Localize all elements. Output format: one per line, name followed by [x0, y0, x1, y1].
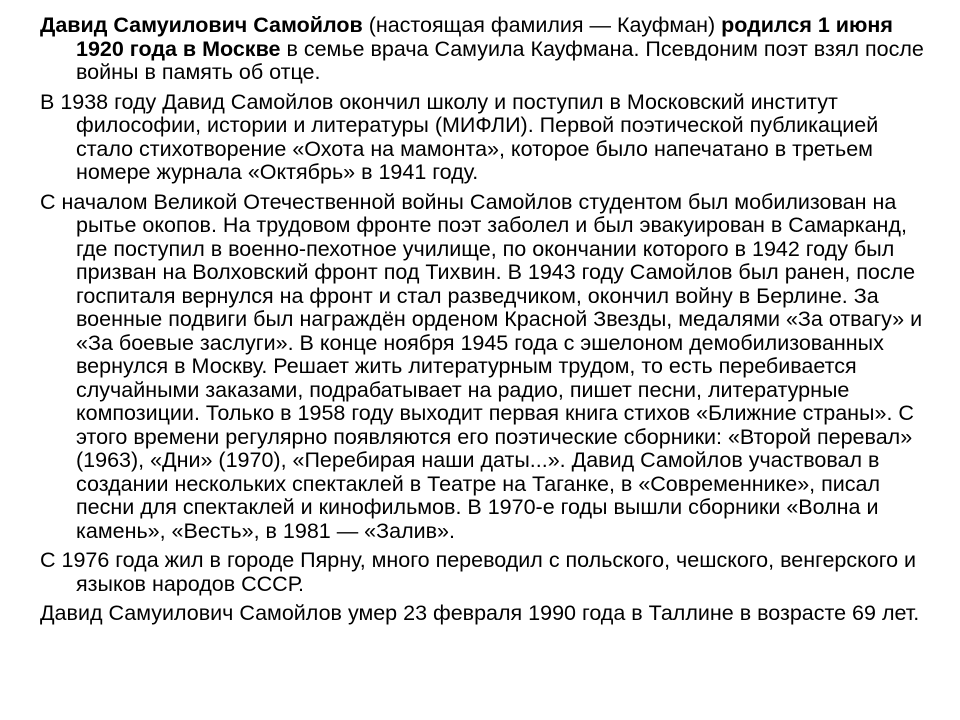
real-surname-note: (настоящая фамилия — Кауфман) [362, 13, 722, 37]
paragraph-death: Давид Самуилович Самойлов умер 23 февраля 1990 года в Таллине в возрасте 69 лет. [40, 601, 920, 625]
birth-paragraph-rest: в семье врача Самуила Кауфмана. Псевдоним поэт взял после войны в память об отце. [76, 36, 924, 84]
paragraph-birth [40, 14, 935, 85]
biography-text [40, 14, 935, 626]
bold-birth-date: родился 1 июня 1920 года в Москве [76, 13, 893, 61]
paragraph-education: В 1938 году Давид Самойлов окончил школу и поступил в Московский институт философии, истории и литературы (МИФЛИ). Первой поэтической публикацией стало стихотворение «Охота на мамонта», которое было напечатано в третьем номере журнала «Октябрь» в 1941 году. [40, 89, 879, 184]
paragraph-war-and-career: С началом Великой Отечественной войны Самойлов студентом был мобилизован на рытье окопов. На трудовом фронте поэт заболел и был эвакуирован в Самарканд, где поступил в военно-пехотное училище, по окончании которого в 1942 году был призван на Волховский фронт под Тихвин. В 1943 году Самойлов был ранен, после госпиталя вернулся на фронт и стал разведчиком, окончил войну в Берлине. За военные подвиги был награждён орденом Красной Звезды, медалями «За отвагу» и «За боевые заслуги». В конце ноября 1945 года с эшелоном демобилизованных вернулся в Москву. Решает жить литературным трудом, то есть перебивается случайными заказами, подрабатывает на радио, пишет песни, литературные композиции. Только в 1958 году выходит первая книга стихов «Ближние страны». С этого времени регулярно появляются его поэтические сборники: «Второй перевал» (1963), «Дни» (1970), «Перебирая наши даты...». Давид Самойлов участвовал в создании нескольких спектаклей в Театре на Таганке, в «Современнике», писал песни для спектаклей и кинофильмов. В 1970-е годы вышли сборники «Волна и камень», «Весть», в 1981 — «Залив». [40, 189, 923, 543]
paragraph-parnu: С 1976 года жил в городе Пярну, много переводил с польского, чешского, венгерского и языков народов СССР. [40, 548, 917, 596]
bold-full-name: Давид Самуилович Самойлов [40, 13, 363, 37]
